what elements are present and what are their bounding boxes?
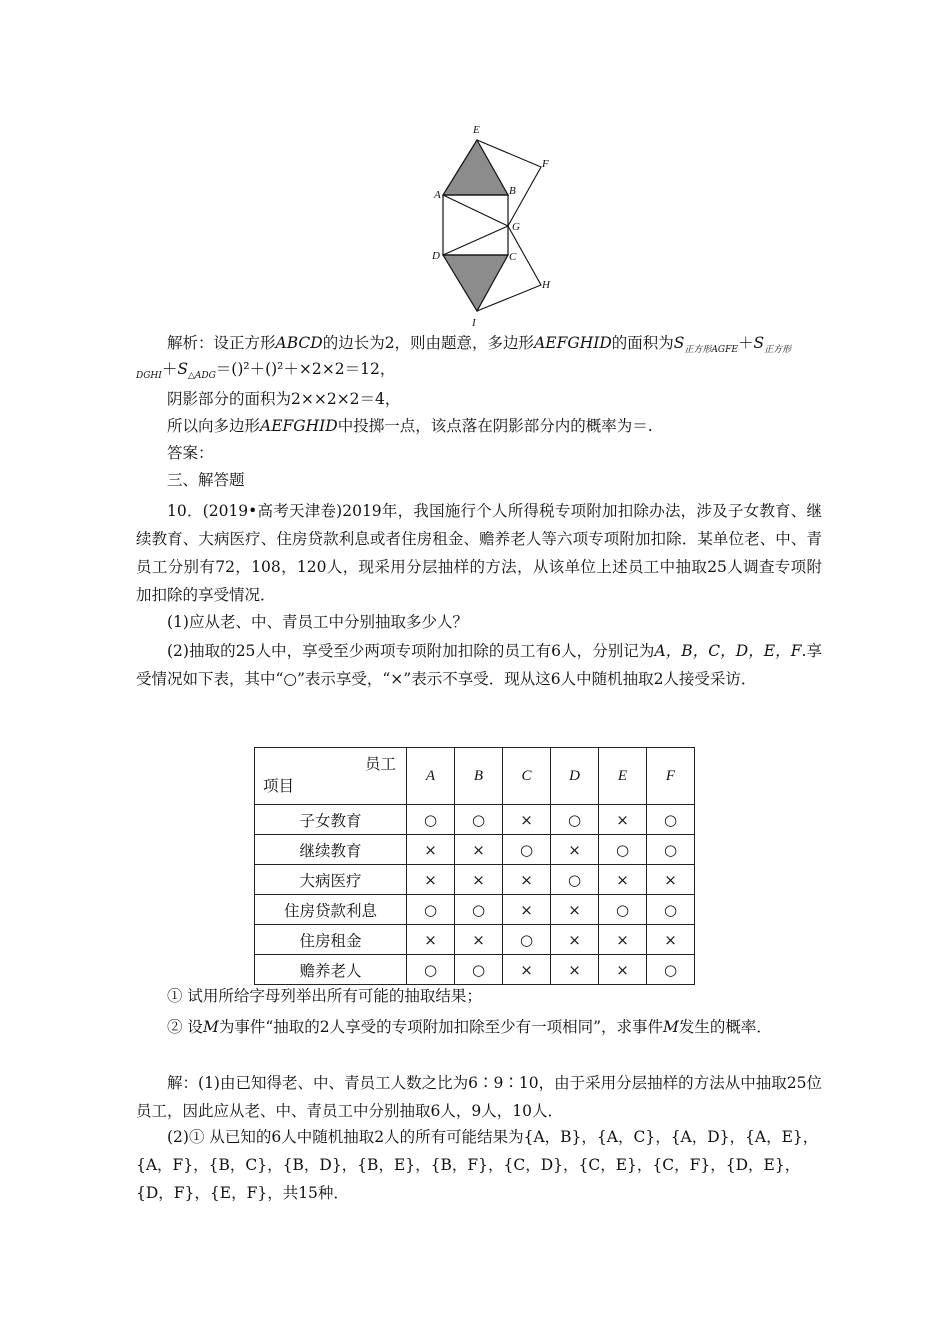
column-header: E — [599, 748, 647, 805]
table-row — [255, 865, 695, 895]
table-cell: × — [503, 955, 551, 985]
table-cell: ○ — [503, 925, 551, 955]
geometry-figure — [420, 118, 580, 328]
table-cell: × — [407, 835, 455, 865]
solution1-line3: 阴影部分的面积为2××2×2＝4， — [167, 390, 401, 408]
polygon-diagram — [420, 118, 580, 328]
table-cell: ○ — [407, 805, 455, 835]
table-cell: × — [551, 835, 599, 865]
row-label: 赡养老人 — [255, 955, 407, 985]
table-row — [255, 925, 695, 955]
label-a: A — [434, 189, 441, 201]
answer-label: 答案： — [167, 444, 214, 462]
subquestion-2: ② 设M为事件“抽取的2人享受的专项附加扣除至少有一项相同”，求事件M发生的概率． — [167, 1018, 772, 1036]
table-cell: × — [599, 805, 647, 835]
table-cell: ○ — [407, 955, 455, 985]
table-row — [255, 805, 695, 835]
table-cell: × — [503, 805, 551, 835]
table-row — [255, 955, 695, 985]
row-label: 大病医疗 — [255, 865, 407, 895]
solution1-line4: 所以向多边形AEFGHID中投掷一点，该点落在阴影部分内的概率为＝. — [167, 417, 653, 435]
row-label: 子女教育 — [255, 805, 407, 835]
table-cell: × — [455, 925, 503, 955]
label-b: B — [509, 185, 516, 197]
table-row — [255, 895, 695, 925]
problem10-q1: (1)应从老、中、青员工中分别抽取多少人？ — [167, 613, 468, 631]
table-row — [255, 835, 695, 865]
label-c: C — [509, 251, 517, 263]
problem10-statement: 10．(2019•高考天津卷)2019年，我国施行个人所得税专项附加扣除办法，涉及子女教育、继续教育、大病医疗、住房贷款利息或者住房租金、赡养老人等六项专项附加扣除．某单位老、中、青员工分别有72，108，120人，现采用分层抽样的方法，从该单位上述员工中抽取25人调查专项附加扣除的享受情况． — [136, 502, 822, 604]
benefit-table — [254, 747, 695, 985]
table-cell: ○ — [455, 805, 503, 835]
label-f: F — [542, 158, 549, 170]
row-label: 继续教育 — [255, 835, 407, 865]
segment-ag — [443, 195, 508, 226]
solution1-line1: 解析：设正方形ABCD的边长为2，则由题意，多边形AEFGHID的面积为$S_{正方形AGFE}+S_{正方形}$ — [167, 334, 792, 355]
table-cell: ○ — [455, 955, 503, 985]
table-cell: × — [647, 865, 695, 895]
table-cell: × — [455, 865, 503, 895]
table-header-row — [255, 748, 695, 805]
table-cell: × — [455, 835, 503, 865]
table-cell: × — [599, 925, 647, 955]
solution2-part1: 解：(1)由已知得老、中、青员工人数之比为6∶9∶10，由于采用分层抽样的方法从中抽取25位员工，因此应从老、中、青员工中分别抽取6人，9人，10人． — [136, 1074, 822, 1120]
table-cell: × — [551, 925, 599, 955]
square-abcd — [443, 195, 508, 255]
table-corner-cell: 员工 项目 — [255, 748, 407, 805]
table-cell: × — [599, 955, 647, 985]
label-d: D — [432, 250, 440, 262]
table-cell: ○ — [599, 835, 647, 865]
column-header: F — [647, 748, 695, 805]
table-cell: ○ — [455, 895, 503, 925]
table-cell: × — [599, 865, 647, 895]
table-cell: ○ — [599, 895, 647, 925]
table-cell: × — [551, 955, 599, 985]
column-header: C — [503, 748, 551, 805]
table-cell: ○ — [647, 955, 695, 985]
label-e: E — [473, 124, 480, 136]
table-cell: × — [551, 895, 599, 925]
table-cell: × — [503, 895, 551, 925]
table-cell: ○ — [503, 835, 551, 865]
table-cell: ○ — [551, 805, 599, 835]
column-header: B — [455, 748, 503, 805]
label-h: H — [542, 279, 550, 291]
column-header: A — [407, 748, 455, 805]
segment-dg — [443, 226, 508, 255]
table-cell: ○ — [647, 835, 695, 865]
label-g: G — [512, 221, 520, 233]
table-cell: × — [503, 865, 551, 895]
table-cell: × — [407, 865, 455, 895]
row-label: 住房贷款利息 — [255, 895, 407, 925]
table-cell: × — [647, 925, 695, 955]
row-label: 住房租金 — [255, 925, 407, 955]
section-title: 三、解答题 — [167, 471, 245, 489]
label-i: I — [472, 317, 476, 329]
table-cell: ○ — [647, 805, 695, 835]
subquestion-1: ① 试用所给字母列举出所有可能的抽取结果； — [167, 987, 482, 1005]
solution2-part2: (2)① 从已知的6人中随机抽取2人的所有可能结果为{A，B}，{A，C}，{A，D}，{A，E}，{A，F}，{B，C}，{B，D}，{B，E}，{B，F}，{C，D}，{C，E}，{C，F}，{D，E}，{D，F}，{E，F}，共15种． — [136, 1128, 819, 1202]
problem10-q2: (2)抽取的25人中，享受至少两项专项附加扣除的员工有6人，分别记为A，B，C，D，E，F.享受情况如下表，其中“○”表示享受，“×”表示不享受．现从这6人中随机抽取2人接受采访． — [136, 642, 822, 688]
table-cell: × — [407, 925, 455, 955]
solution1-line2: $_{DGHI}+S_{\triangle ADG}=()^2+()^2+\times 2\times 2=12$， — [136, 360, 396, 381]
column-header: D — [551, 748, 599, 805]
table-cell: ○ — [407, 895, 455, 925]
shaded-triangle-top — [443, 140, 508, 195]
table-cell: ○ — [551, 865, 599, 895]
table-cell: ○ — [647, 895, 695, 925]
